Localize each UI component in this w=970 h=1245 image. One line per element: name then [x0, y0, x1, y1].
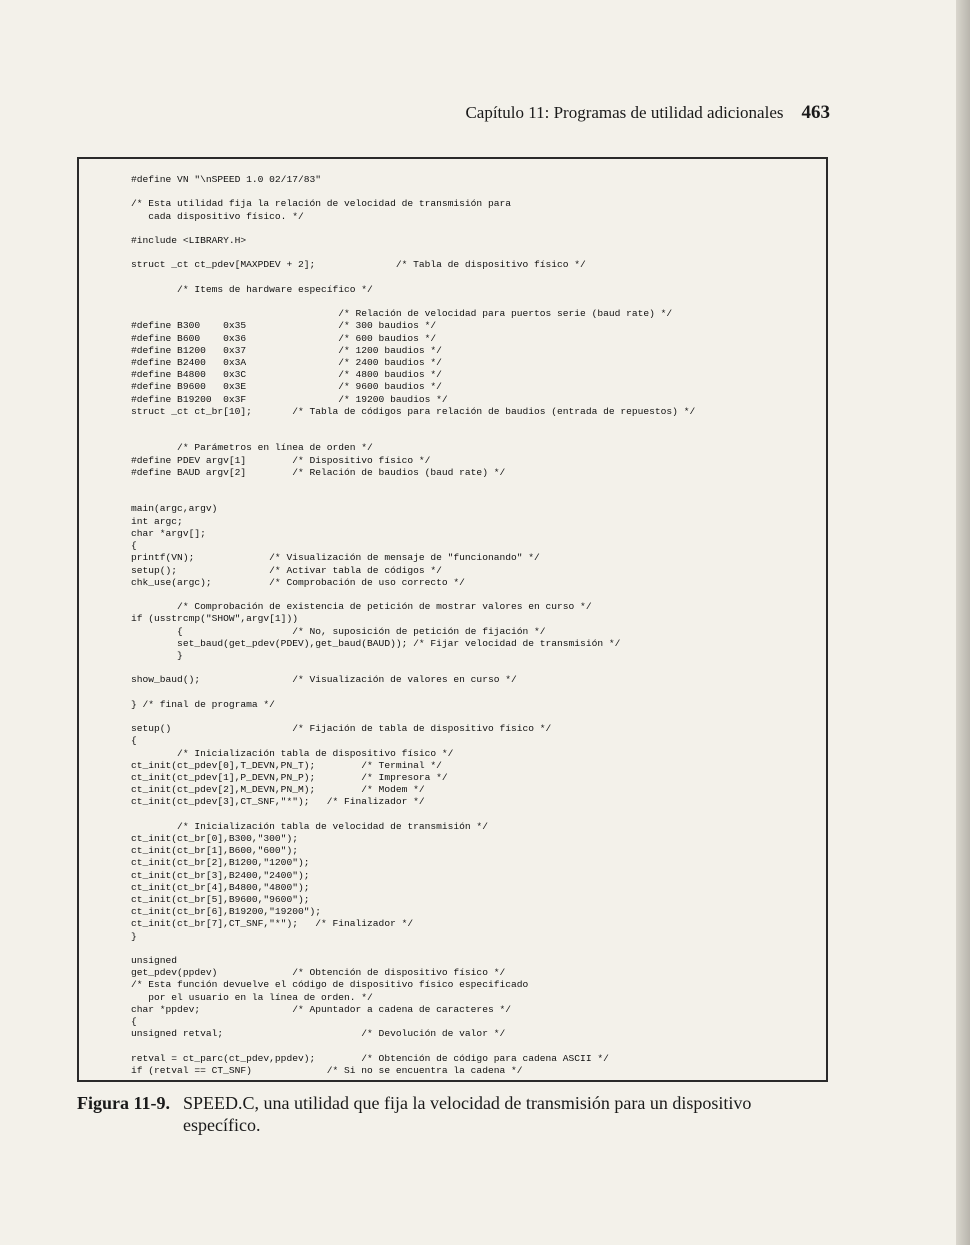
code-line: char *argv[]; — [131, 527, 206, 539]
code-line: #define B300 0x35 /* 300 baudios */ — [131, 320, 437, 332]
code-line: { — [131, 735, 137, 747]
code-line: ct_init(ct_pdev[0],T_DEVN,PN_T); /* Terminal */ — [131, 759, 442, 771]
code-line: ct_init(ct_pdev[1],P_DEVN,PN_P); /* Impresora */ — [131, 771, 448, 783]
code-line: retval = ct_parc(ct_pdev,ppdev); /* Obtención de código para cadena ASCII */ — [131, 1052, 609, 1064]
code-line: ct_init(ct_br[7],CT_SNF,"*"); /* Finalizador */ — [131, 918, 414, 930]
code-line: struct _ct ct_pdev[MAXPDEV + 2]; /* Tabla de dispositivo físico */ — [131, 259, 586, 271]
code-line: main(argc,argv) — [131, 503, 218, 515]
code-line: #define B600 0x36 /* 600 baudios */ — [131, 332, 437, 344]
code-line: ct_init(ct_br[3],B2400,"2400"); — [131, 869, 310, 881]
caption-label: Figura 11-9. — [77, 1093, 170, 1113]
code-line: unsigned — [131, 955, 178, 966]
code-line: if (retval == CT_SNF) /* Si no se encuentra la cadena */ — [131, 1064, 523, 1076]
code-line: #define B4800 0x3C /* 4800 baudios */ — [131, 369, 442, 381]
code-line: { — [131, 1016, 137, 1028]
code-line: #define B19200 0x3F /* 19200 baudios */ — [131, 393, 448, 405]
code-line: cada dispositivo físico. */ — [131, 210, 304, 222]
code-listing — [131, 174, 821, 1077]
code-line: ct_init(ct_br[6],B19200,"19200"); — [131, 906, 321, 918]
running-title: Capítulo 11: Programas de utilidad adicionales — [465, 103, 784, 122]
code-line: /* Esta utilidad fija la relación de velocidad de transmisión para — [131, 198, 511, 210]
caption-text: SPEED.C, una utilidad que fija la velocidad de transmisión para un dispositivo específico. — [183, 1093, 752, 1135]
page-edge — [956, 0, 970, 1245]
code-line: set_baud(get_pdev(PDEV),get_baud(BAUD)); /* Fijar velocidad de transmisión */ — [131, 637, 621, 649]
code-line: #define B1200 0x37 /* 1200 baudios */ — [131, 344, 442, 356]
code-line: /* Parámetros en línea de orden */ — [131, 442, 373, 454]
code-line: /* Inicialización tabla de velocidad de transmisión */ — [131, 820, 488, 832]
code-line: ct_init(ct_br[1],B600,"600"); — [131, 845, 298, 857]
code-line: show_baud(); /* Visualización de valores en curso */ — [131, 674, 517, 686]
code-line: get_pdev(ppdev) /* Obtención de dispositivo físico */ — [131, 967, 506, 979]
code-line: unsigned retval; /* Devolución de valor */ — [131, 1028, 506, 1040]
code-line: char *ppdev; /* Apuntador a cadena de caracteres */ — [131, 1003, 511, 1015]
code-line: #define BAUD argv[2] /* Relación de baudios (baud rate) */ — [131, 466, 506, 478]
code-line: #include <LIBRARY.H> — [131, 235, 247, 247]
code-line: { /* No, suposición de petición de fijación */ — [131, 625, 546, 637]
code-line: #define VN "\nSPEED 1.0 02/17/83" — [131, 174, 321, 185]
code-line: /* Items de hardware específico */ — [131, 283, 373, 295]
code-line: setup() /* Fijación de tabla de dispositivo físico */ — [131, 723, 552, 735]
code-line: /* Esta función devuelve el código de dispositivo físico especificado — [131, 979, 529, 991]
code-line: ct_init(ct_pdev[2],M_DEVN,PN_M); /* Modem */ — [131, 784, 425, 796]
code-line: ct_init(ct_br[0],B300,"300"); — [131, 832, 298, 844]
code-line: ct_init(ct_pdev[3],CT_SNF,"*"); /* Finalizador */ — [131, 796, 425, 808]
code-line: ct_init(ct_br[5],B9600,"9600"); — [131, 893, 310, 905]
code-line: chk_use(argc); /* Comprobación de uso correcto */ — [131, 576, 465, 588]
code-line: #define B2400 0x3A /* 2400 baudios */ — [131, 357, 442, 369]
running-head — [452, 102, 830, 124]
code-line: } — [131, 930, 137, 942]
code-line: } /* final de programa */ — [131, 698, 275, 710]
code-line: int argc; — [131, 515, 183, 527]
page-number: 463 — [801, 102, 830, 123]
code-line: /* Comprobación de existencia de petición de mostrar valores en curso */ — [131, 601, 592, 613]
code-line: /* Relación de velocidad para puertos serie (baud rate) */ — [131, 308, 673, 320]
figure-caption — [77, 1092, 830, 1136]
code-line: printf(VN); /* Visualización de mensaje de "funcionando" */ — [131, 552, 540, 564]
code-line: } — [131, 649, 183, 661]
code-line: setup(); /* Activar tabla de códigos */ — [131, 564, 442, 576]
code-line: if (usstrcmp("SHOW",argv[1])) — [131, 613, 298, 625]
code-line: #define B9600 0x3E /* 9600 baudios */ — [131, 381, 442, 393]
code-line: struct _ct ct_br[10]; /* Tabla de códigos para relación de baudios (entrada de repuestos) */ — [131, 405, 696, 417]
code-line: por el usuario en la línea de orden. */ — [131, 991, 373, 1003]
code-line: /* Inicialización tabla de dispositivo físico */ — [131, 747, 454, 759]
code-line: #define PDEV argv[1] /* Dispositivo físico */ — [131, 454, 431, 466]
code-line: ct_init(ct_br[2],B1200,"1200"); — [131, 857, 310, 869]
code-line: ct_init(ct_br[4],B4800,"4800"); — [131, 881, 310, 893]
code-line: { — [131, 540, 137, 552]
